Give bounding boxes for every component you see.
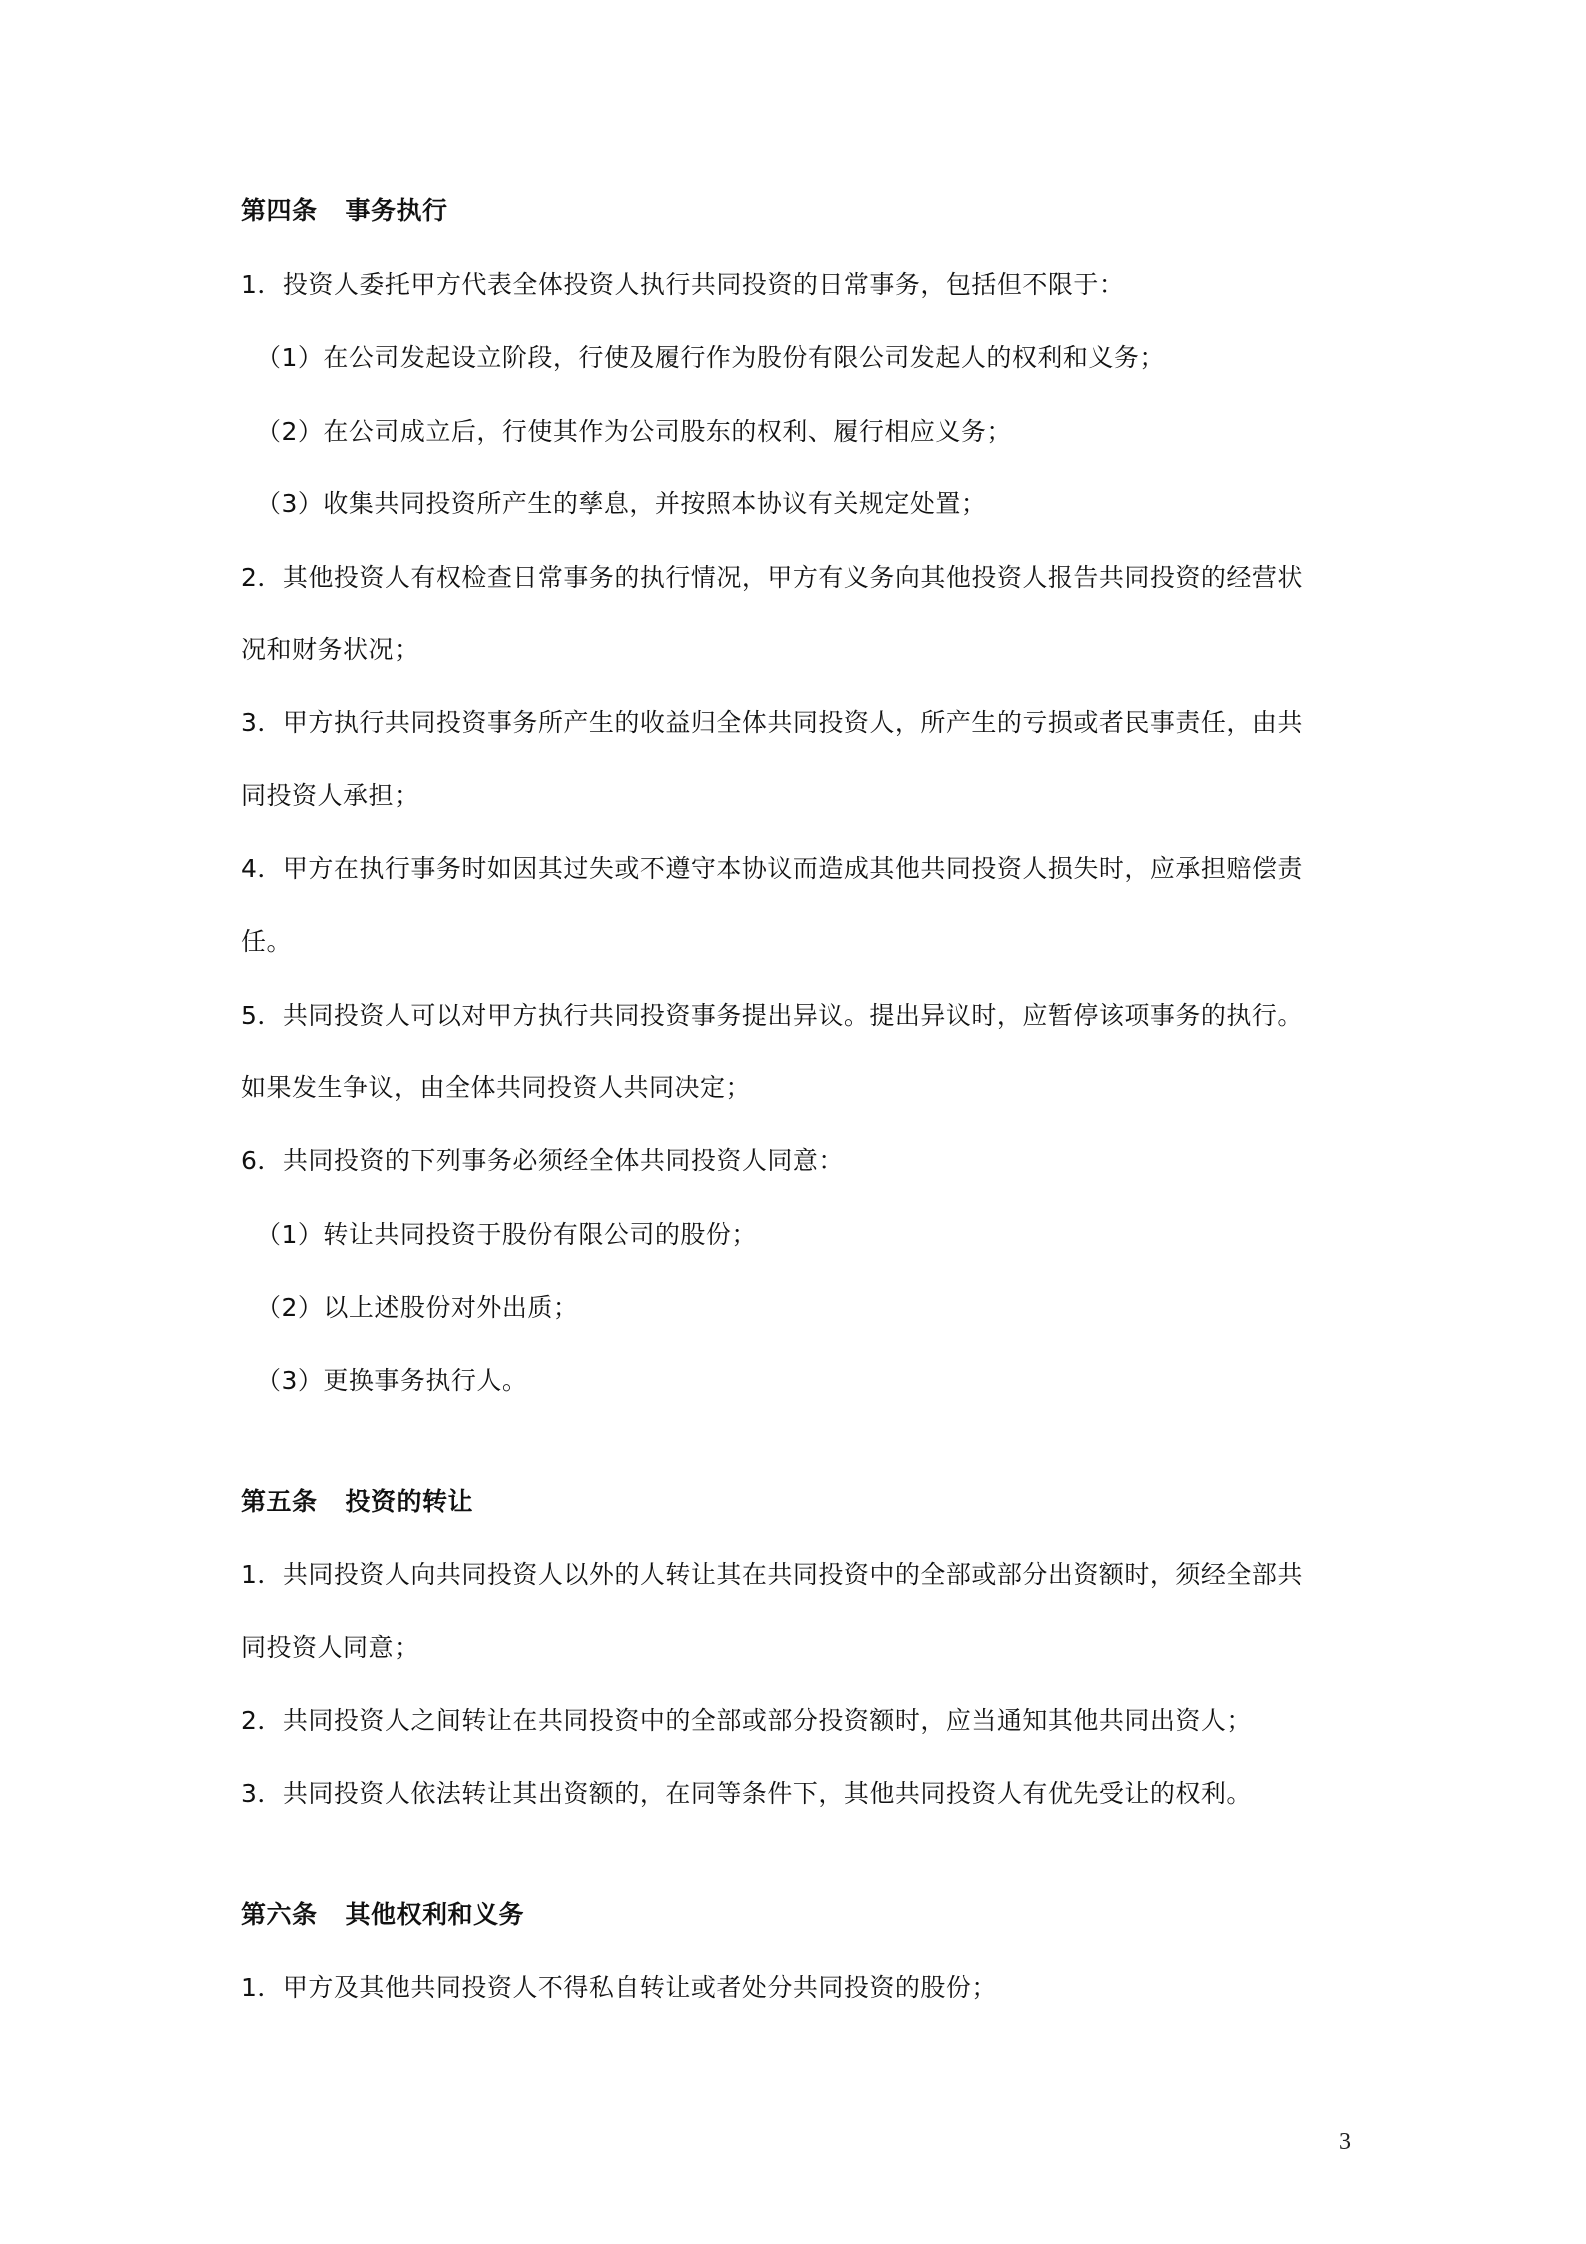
- article-4-line-8: 同投资人承担；: [241, 781, 420, 810]
- article-5-line-2: 同投资人同意；: [241, 1633, 420, 1662]
- article-6-title: 其他权利和义务: [345, 1900, 525, 1929]
- page-number: 3: [1339, 2129, 1351, 2155]
- article-5-heading: [241, 1484, 473, 1520]
- article-4-line-1: 1．投资人委托甲方代表全体投资人执行共同投资的日常事务，包括但不限于：: [241, 270, 1125, 299]
- article-4-line-2: （1）在公司发起设立阶段，行使及履行作为股份有限公司发起人的权利和义务；: [256, 343, 1165, 372]
- article-4-line-11: 5．共同投资人可以对甲方执行共同投资事务提出异议。提出异议时，应暂停该项事务的执行。: [241, 1001, 1303, 1030]
- article-4-line-9: 4．甲方在执行事务时如因其过失或不遵守本协议而造成其他共同投资人损失时，应承担赔偿责: [241, 854, 1303, 883]
- article-5-title: 投资的转让: [345, 1487, 474, 1516]
- article-4-line-3: （2）在公司成立后，行使其作为公司股东的权利、履行相应义务；: [256, 417, 1012, 446]
- article-5-number: 第五条: [241, 1487, 318, 1516]
- article-4-line-15: （2）以上述股份对外出质；: [256, 1293, 579, 1322]
- article-4-line-14: （1）转让共同投资于股份有限公司的股份；: [256, 1220, 757, 1249]
- article-4-line-10: 任。: [241, 927, 293, 956]
- article-5-line-3: 2．共同投资人之间转让在共同投资中的全部或部分投资额时，应当通知其他共同出资人；: [241, 1706, 1252, 1735]
- article-6-number: 第六条: [241, 1900, 318, 1929]
- article-6-line-1: 1．甲方及其他共同投资人不得私自转让或者处分共同投资的股份；: [241, 1973, 997, 2002]
- article-4-heading: [241, 193, 448, 229]
- article-5-line-1: 1．共同投资人向共同投资人以外的人转让其在共同投资中的全部或部分出资额时，须经全部共: [241, 1560, 1303, 1589]
- article-4-line-13: 6．共同投资的下列事务必须经全体共同投资人同意：: [241, 1146, 844, 1175]
- article-4-line-4: （3）收集共同投资所产生的孳息，并按照本协议有关规定处置；: [256, 489, 987, 518]
- article-4-number: 第四条: [241, 196, 318, 225]
- article-5-line-4: 3．共同投资人依法转让其出资额的，在同等条件下，其他共同投资人有优先受让的权利。: [241, 1779, 1252, 1808]
- article-4-line-5: 2．其他投资人有权检查日常事务的执行情况，甲方有义务向其他投资人报告共同投资的经营状: [241, 563, 1303, 592]
- article-4-line-12: 如果发生争议，由全体共同投资人共同决定；: [241, 1073, 752, 1102]
- article-4-line-7: 3．甲方执行共同投资事务所产生的收益归全体共同投资人，所产生的亏损或者民事责任，由共: [241, 708, 1303, 737]
- article-6-heading: [241, 1897, 524, 1933]
- article-4-title: 事务执行: [345, 196, 448, 225]
- article-4-line-6: 况和财务状况；: [241, 635, 420, 664]
- article-4-line-16: （3）更换事务执行人。: [256, 1366, 528, 1395]
